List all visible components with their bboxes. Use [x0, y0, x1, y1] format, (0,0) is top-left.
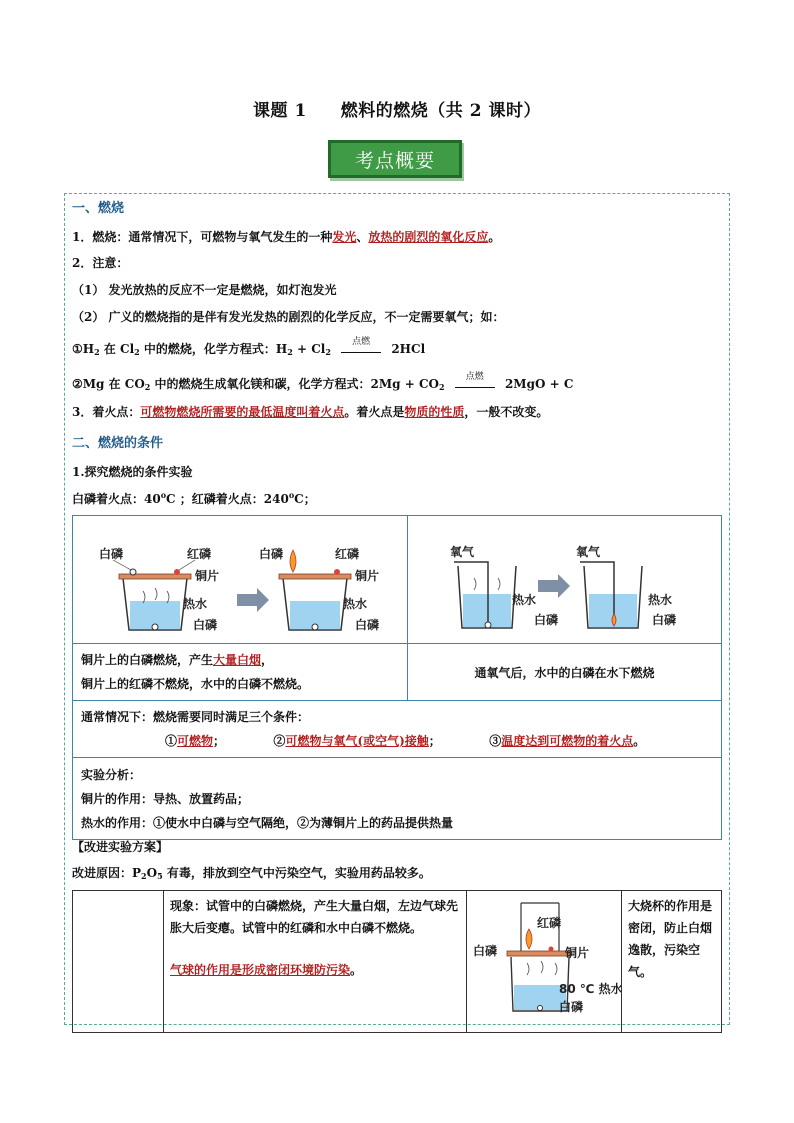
label-red-p: 红磷: [335, 547, 360, 561]
label-hot-water: 热水: [343, 597, 368, 611]
three-conditions: 通常情况下：燃烧需要同时满足三个条件： ①可燃物； ②可燃物与氧气(或空气)接触； ③温度达到可燃物的着火点。: [73, 701, 722, 758]
note-2: （2） 广义的燃烧指的是伴有发光发热的剧烈的化学反应，不一定需要氧气；如：: [72, 310, 505, 324]
figure-oxygen-experiment: [408, 516, 722, 644]
empty-cell: [73, 891, 164, 1033]
section-heading-combustion: 一、燃烧: [72, 201, 125, 216]
beaker-role-cell: 大烧杯的作用是密闭，防止白烟逸散，污染空气。: [622, 891, 722, 1033]
improved-experiment-table: [72, 890, 722, 1033]
note-heading: 2．注意：: [72, 256, 129, 270]
section-heading-conditions: 二、燃烧的条件: [72, 436, 164, 451]
page-title: 课题 1 燃料的燃烧（共 2 课时）: [253, 101, 541, 121]
experiment-heading: 1.探究燃烧的条件实验: [72, 465, 193, 479]
equation-mg-co2: ②Mg 在 $CO_2$ 中的燃烧生成氧化镁和碳，化学方程式：$2Mg + CO_2$ 点燃 2MgO + C: [72, 372, 574, 392]
label-white-p-underwater: 白磷: [355, 618, 380, 632]
label-oxygen: 氧气: [450, 545, 475, 559]
label-white-p: 白磷: [534, 613, 559, 627]
improved-heading: 【改进实验方案】: [72, 840, 169, 854]
observation-copper: 铜片上的白磷燃烧，产生大量白烟， 铜片上的红磷不燃烧，水中的白磷不燃烧。: [73, 644, 408, 701]
label-white-p-underwater: 白磷: [193, 618, 218, 632]
reaction-condition: 点燃: [341, 345, 381, 353]
definition-line: 1．燃烧：通常情况下，可燃物与氧气发生的一种发光、放热的剧烈的氧化反应。: [72, 230, 501, 244]
experiment-table: [72, 515, 722, 840]
label-white-p: 白磷: [99, 547, 124, 561]
figure-improved-apparatus: [467, 891, 622, 1033]
observation-oxygen: 通氧气后，水中的白磷在水下燃烧: [408, 644, 722, 701]
label-copper: 铜片: [565, 946, 590, 960]
label-red-p: 红磷: [187, 547, 212, 561]
reaction-condition: 点燃: [455, 380, 495, 388]
label-water: 80 ℃ 热水: [559, 982, 621, 996]
label-red-p: 红磷: [537, 916, 562, 930]
label-white-p: 白磷: [259, 547, 284, 561]
label-hot-water: 热水: [648, 593, 673, 607]
label-white-p: 白磷: [473, 944, 498, 958]
label-white-p: 白磷: [652, 613, 677, 627]
ignition-temperatures: 白磷着火点：40$^o$C ；红磷着火点：240$^o$C；: [72, 490, 316, 506]
label-hot-water: 热水: [183, 597, 208, 611]
experiment-analysis: 实验分析： 铜片的作用：导热、放置药品； 热水的作用：①使水中白磷与空气隔绝，②为薄铜片上的药品提供热量: [73, 758, 722, 840]
improvement-reason: 改进原因：$P_2O_5$ 有毒，排放到空气中污染空气，实验用药品较多。: [72, 866, 431, 881]
label-copper: 铜片: [195, 569, 220, 583]
ignition-point-line: 3．着火点：可燃物燃烧所需要的最低温度叫着火点。着火点是物质的性质，一般不改变。: [72, 405, 549, 419]
label-white-p-underwater: 白磷: [559, 1000, 584, 1014]
label-copper: 铜片: [355, 569, 380, 583]
figure-copper-experiment: [73, 516, 408, 644]
note-1: （1） 发光放热的反应不一定是燃烧，如灯泡发光: [72, 283, 337, 297]
label-oxygen: 氧气: [576, 545, 601, 559]
label-hot-water: 热水: [512, 593, 537, 607]
equation-h2-cl2: $①H_2$ 在 $Cl_2$ 中的燃烧，化学方程式：$H_2 + Cl_2$ 点燃 2HCl: [72, 337, 426, 357]
section-badge: 考点概要: [328, 140, 462, 178]
phenomenon-cell: 现象：试管中的白磷燃烧，产生大量白烟，左边气球先胀大后变瘪。试管中的红磷和水中白磷不燃烧。 气球的作用是形成密闭环境防污染。: [164, 891, 467, 1033]
